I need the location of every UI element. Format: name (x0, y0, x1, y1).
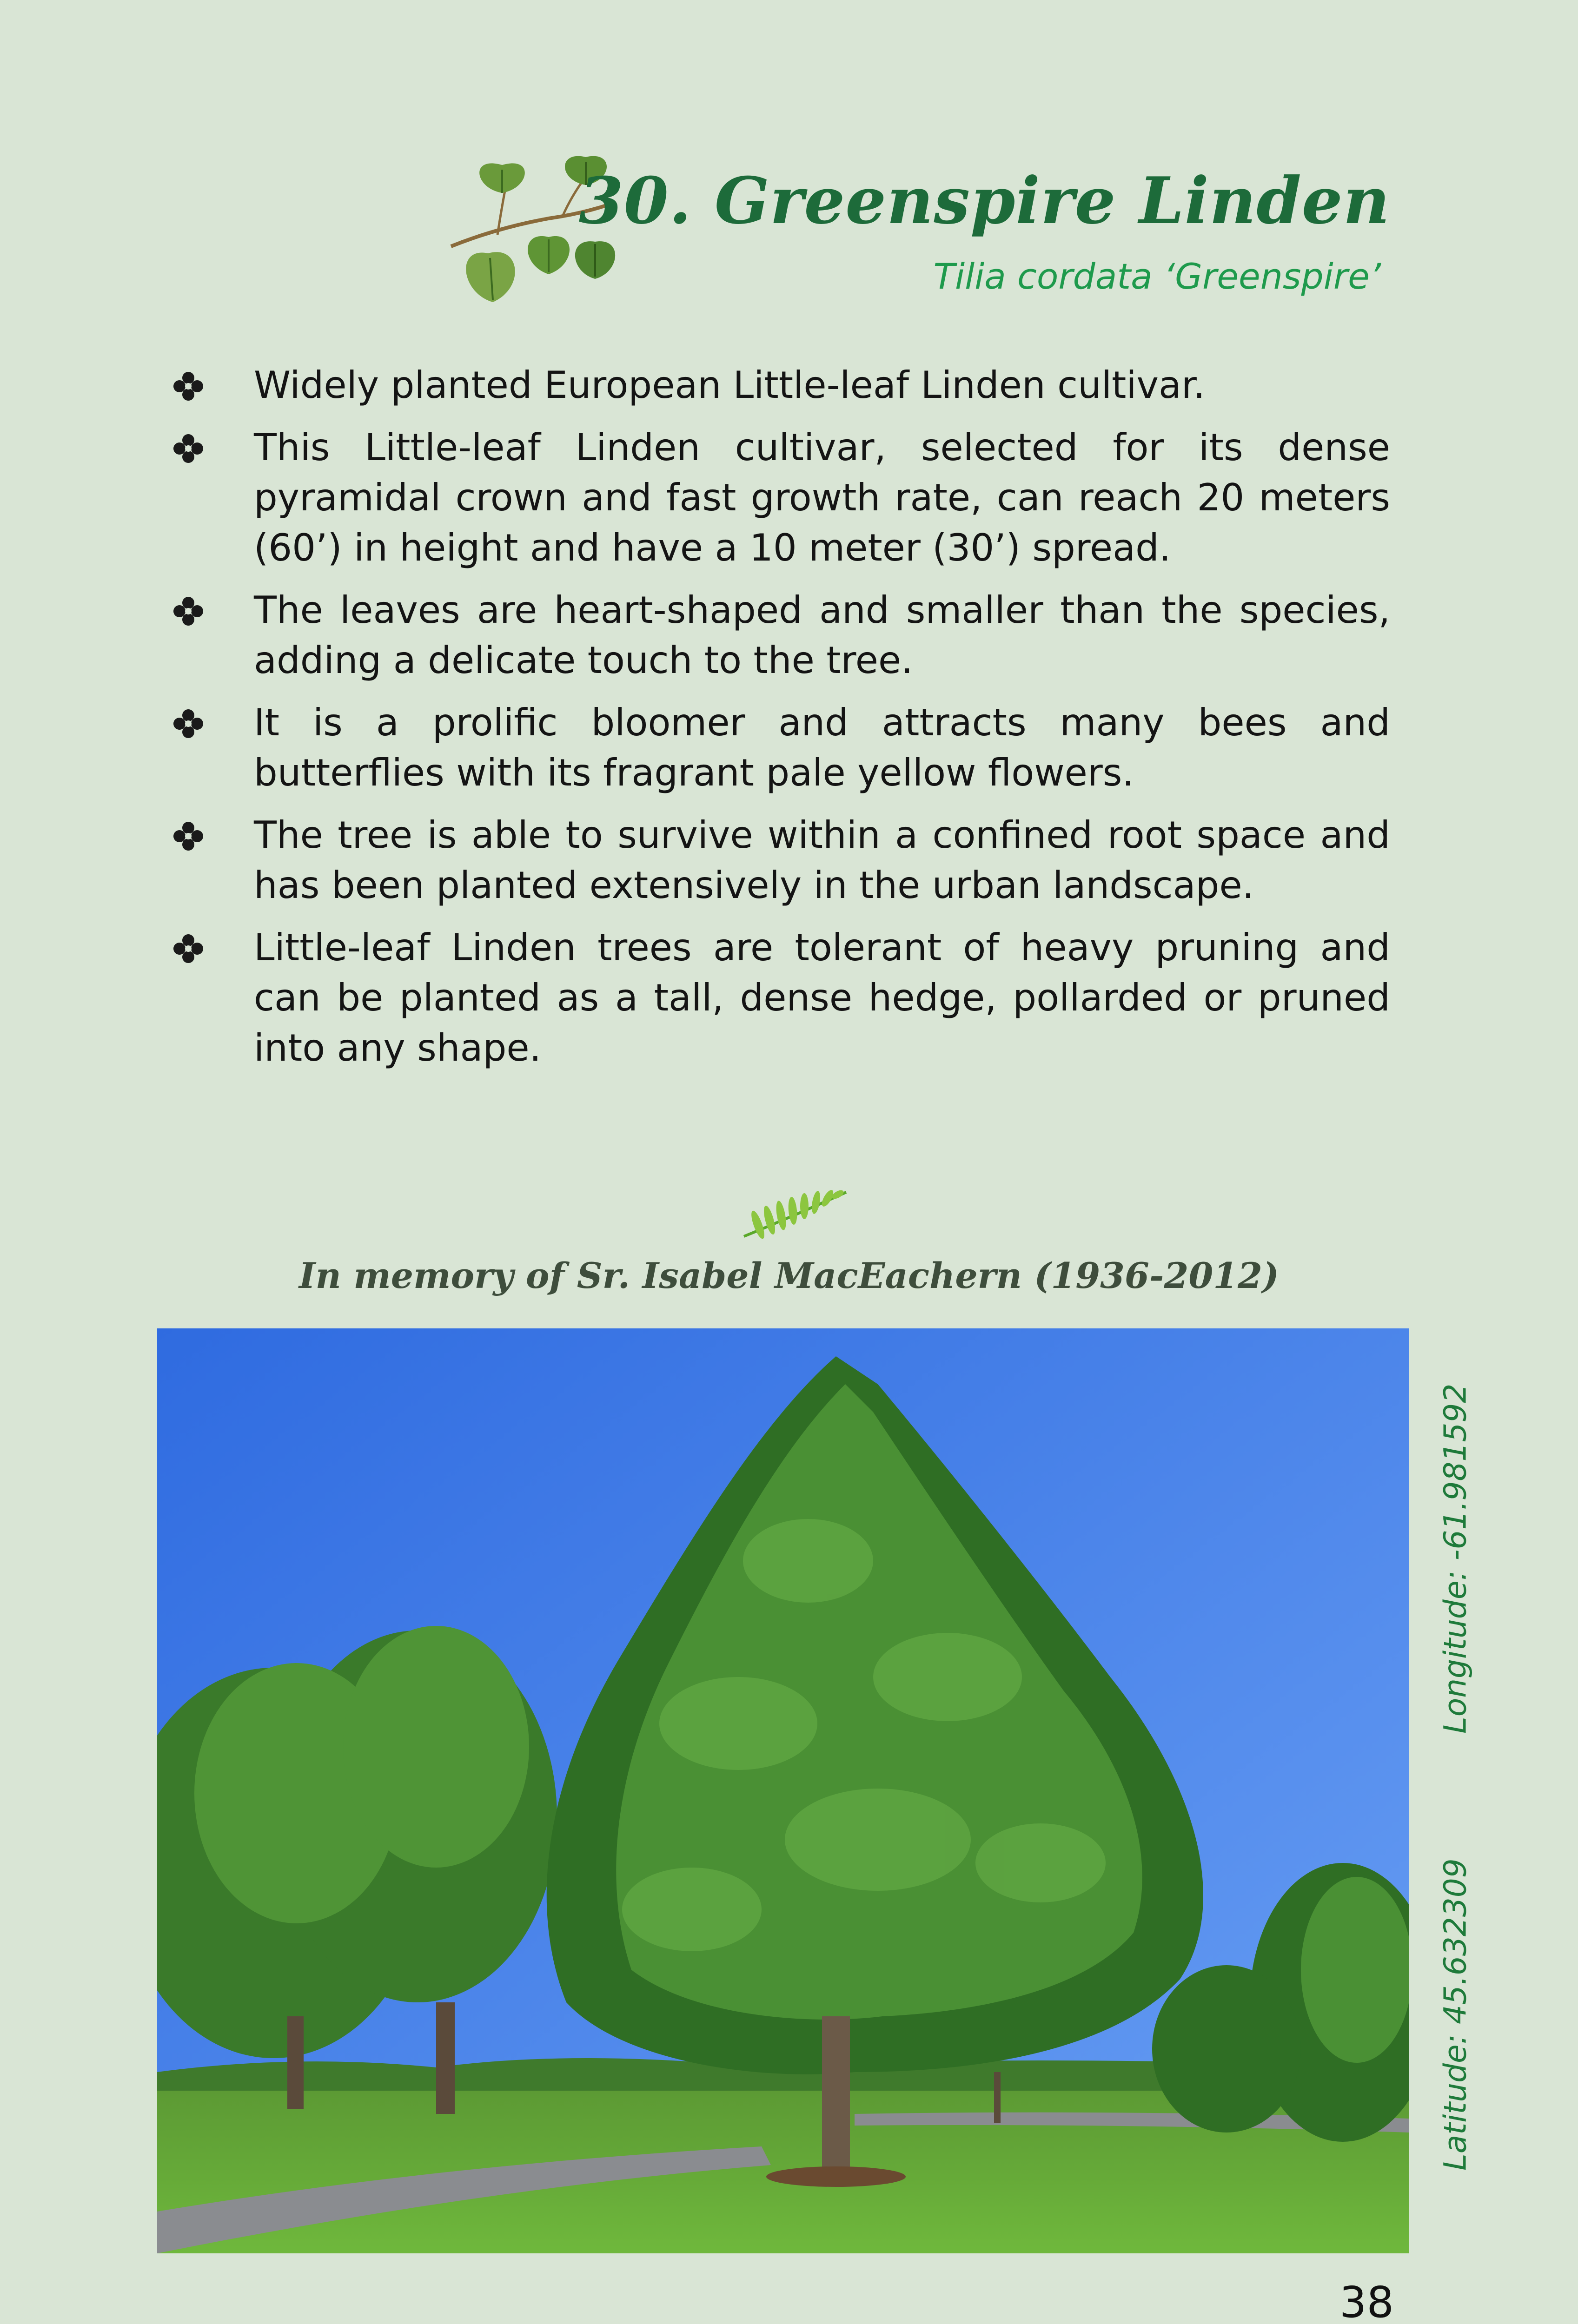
bullet-text: The tree is able to survive within a confined root space and has been planted extensively in the urban landscape. (254, 813, 1390, 907)
fact-list (172, 360, 1390, 1085)
list-item (172, 585, 1390, 686)
bullet-text: The leaves are heart-shaped and smaller than the species, adding a delicate touch to the tree. (254, 588, 1390, 682)
flower-bullet-icon (172, 370, 205, 403)
flower-bullet-icon (172, 433, 205, 465)
list-item (172, 423, 1390, 573)
latitude-label: Latitude: 45.632309 (1437, 1858, 1473, 2171)
flower-bullet-icon (172, 933, 205, 965)
bullet-text: Widely planted European Little-leaf Linden cultivar. (254, 363, 1205, 407)
longitude-label: Longitude: -61.981592 (1437, 1383, 1473, 1734)
bullet-text: It is a prolific bloomer and attracts many bees and butterflies with its fragrant pale yellow flowers. (254, 701, 1390, 794)
coordinates (1427, 1371, 1483, 2171)
page-number: 38 (1339, 2278, 1394, 2324)
flower-bullet-icon (172, 595, 205, 628)
list-item (172, 698, 1390, 798)
tree-photo (157, 1328, 1409, 2253)
list-item (172, 810, 1390, 911)
flower-bullet-icon (172, 820, 205, 853)
scientific-name: Tilia cordata ‘Greenspire’ (933, 256, 1381, 297)
page-title: 30. Greenspire Linden (578, 163, 1390, 238)
list-item (172, 923, 1390, 1073)
fern-leaf-icon (739, 1183, 851, 1243)
list-item (172, 360, 1390, 410)
memorial-dedication: In memory of Sr. Isabel MacEachern (1936-2012) (299, 1255, 1279, 1296)
flower-bullet-icon (172, 708, 205, 740)
bullet-text: This Little-leaf Linden cultivar, selected for its dense pyramidal crown and fast growth rate, can reach 20 meters (60’) in height and have a 10 meter (30’) spread. (254, 426, 1390, 569)
bullet-text: Little-leaf Linden trees are tolerant of heavy pruning and can be planted as a tall, dense hedge, pollarded or pruned into any shape. (254, 926, 1390, 1070)
